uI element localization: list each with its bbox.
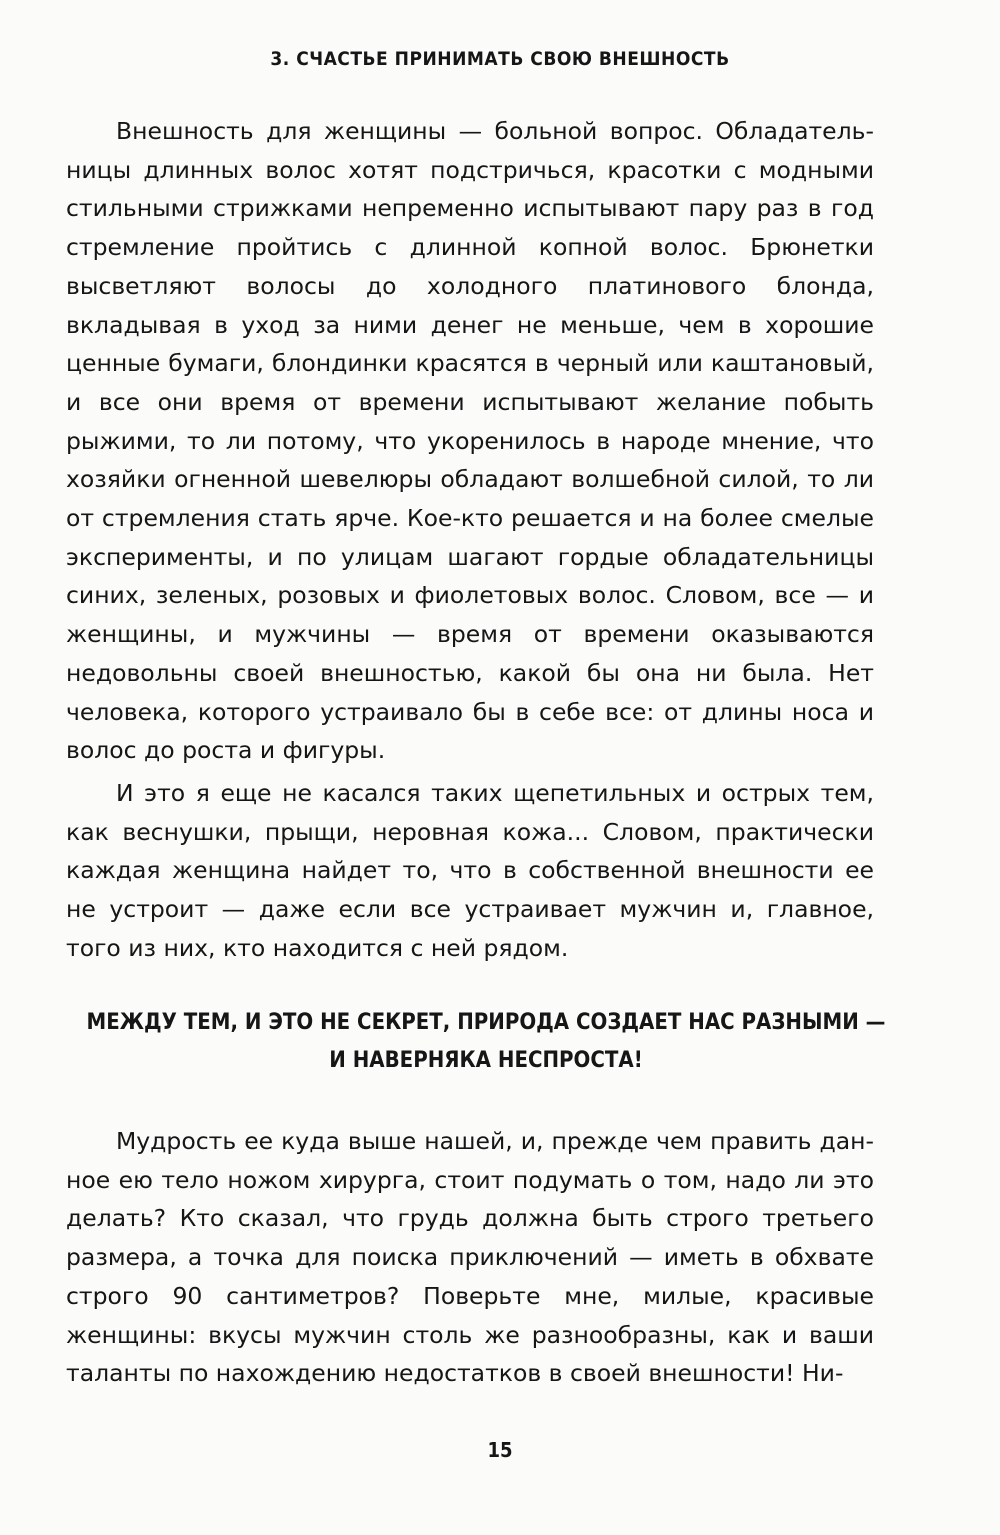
paragraph-appearance-intro (66, 112, 874, 770)
paragraph-nature-wisdom (66, 1122, 874, 1393)
chapter-running-title: 3. СЧАСТЬЕ ПРИНИМАТЬ СВОЮ ВНЕШНОСТЬ (270, 48, 730, 70)
quote-line-2: И НАВЕРНЯКА НЕСПРОСТА! (329, 1048, 643, 1073)
paragraph-text: Мудрость ее куда выше нашей, и, прежде чем править данное ею тело ножом хирурга, стоит подумать о том, надо ли это делать? Кто сказал, что грудь должна быть строго третьего размера, а точка для поиска приключений — иметь в обхвате строго 90 сантиметров? Поверьте мне, милые, красивые женщины: вкусы мужчин столь же разнообразны, как и ваши таланты по нахождению недостатков в своей внешности! Ни- (66, 1127, 874, 1388)
paragraph-text: Внешность для женщины — больной вопрос. Обладательницы длинных волос хотят подстричься, красотки с модными стильными стрижками непременно испытывают пару раз в год стремление пройтись с длинной копной волос. Брюнетки высветляют волосы до холодного платинового блонда, вкладывая в уход за ними денег не меньше, чем в хорошие ценные бумаги, блондинки красятся в черный или каштановый, и все они время от времени испытывают желание побыть рыжими, то ли потому, что укоренилось в народе мнение, что хозяйки огненной шевелюры обладают волшебной силой, то ли от стремления стать ярче. Кое-кто решается и на более смелые эксперименты, и по улицам шагают гордые обладательницы синих, зеленых, розовых и фиолетовых волос. Словом, все — и женщины, и мужчины — время от времени оказываются недовольны своей внешностью, какой бы она ни была. Нет человека, которого устраивало бы в себе все: от длины носа и волос до роста и фигуры. (66, 117, 874, 765)
paragraph-skin-issues (66, 774, 874, 968)
page-number: 15 (487, 1438, 513, 1462)
paragraph-text: И это я еще не касался таких щепетильных и острых тем, как веснушки, прыщи, неровная кожа... Словом, практически каждая женщина найдет то, что в собственной внешности ее не устроит — даже если все устраивает мужчин и, главное, того из них, кто находится с ней рядом. (66, 779, 874, 962)
quote-line-1: МЕЖДУ ТЕМ, И ЭТО НЕ СЕКРЕТ, ПРИРОДА СОЗДАЕТ НАС РАЗНЫМИ — (86, 1010, 886, 1035)
highlighted-quote (66, 1004, 906, 1080)
